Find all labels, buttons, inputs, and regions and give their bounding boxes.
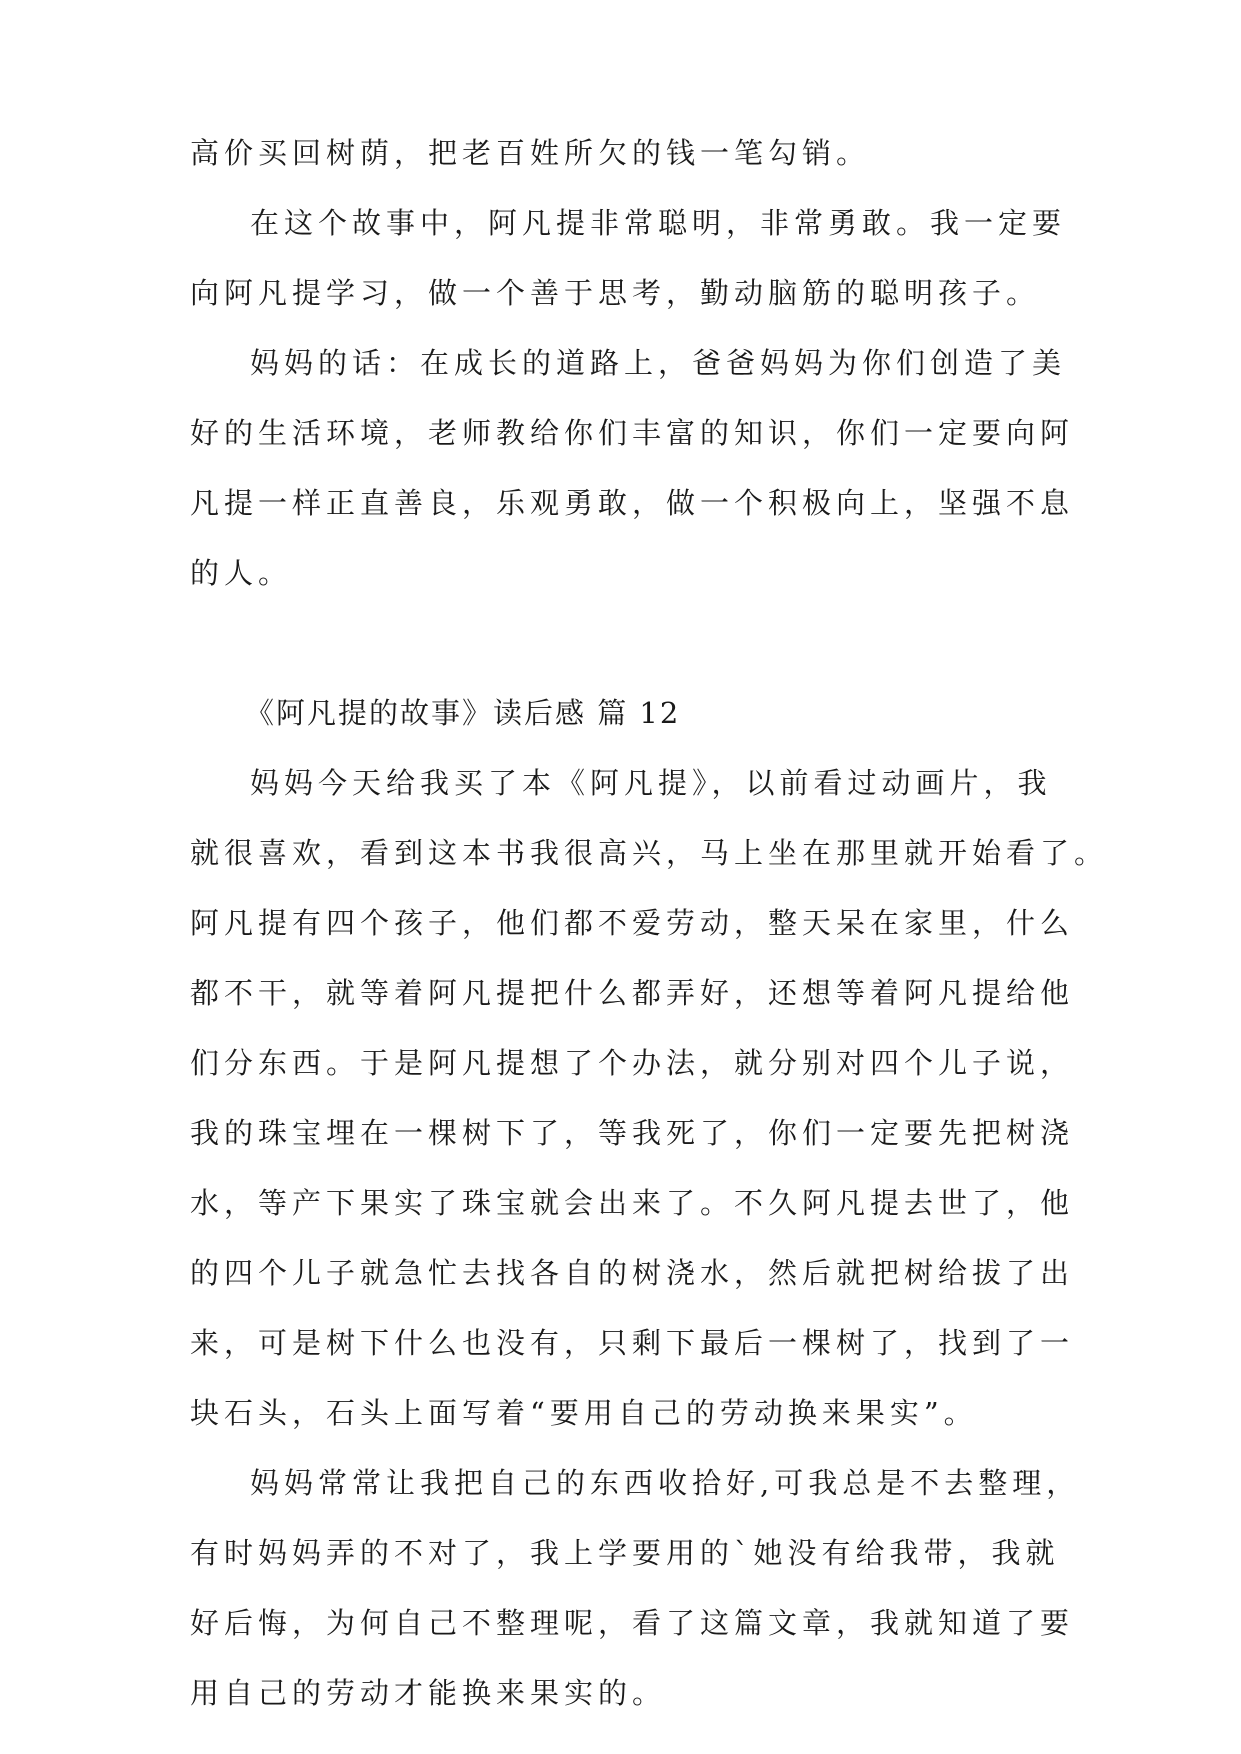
text-line-6: 凡提一样正直善良，乐观勇敢，做一个积极向上，坚强不息 (190, 486, 1075, 520)
text-line-9: 妈妈今天给我买了本《阿凡提》，以前看过动画片，我 (250, 766, 1052, 800)
text-line-10: 就很喜欢，看到这本书我很高兴，马上坐在那里就开始看了。 (190, 836, 1109, 870)
text-line-15: 水，等产下果实了珠宝就会出来了。不久阿凡提去世了，他 (190, 1186, 1075, 1220)
text-line-4: 妈妈的话：在成长的道路上，爸爸妈妈为你们创造了美 (250, 346, 1067, 380)
text-line-11: 阿凡提有四个孩子，他们都不爱劳动，整天呆在家里，什么 (190, 906, 1075, 940)
text-line-12: 都不干，就等着阿凡提把什么都弄好，还想等着阿凡提给他 (190, 976, 1075, 1010)
text-line-3: 向阿凡提学习，做一个善于思考，勤动脑筋的聪明孩子。 (190, 276, 1041, 310)
section-heading: 《阿凡提的故事》读后感 篇 12 (245, 696, 681, 730)
text-line-20: 有时妈妈弄的不对了，我上学要用的`她没有给我带，我就 (190, 1536, 1060, 1570)
text-line-19: 妈妈常常让我把自己的东西收拾好,可我总是不去整理， (250, 1466, 1081, 1500)
text-line-13: 们分东西。于是阿凡提想了个办法，就分别对四个儿子说， (190, 1046, 1075, 1080)
text-line-5: 好的生活环境，老师教给你们丰富的知识，你们一定要向阿 (190, 416, 1075, 450)
text-line-17: 来，可是树下什么也没有，只剩下最后一棵树了，找到了一 (190, 1326, 1075, 1360)
text-line-1: 高价买回树荫，把老百姓所欠的钱一笔勾销。 (190, 136, 871, 170)
text-line-18: 块石头，石头上面写着“要用自己的劳动换来果实”。 (190, 1396, 978, 1430)
text-line-21: 好后悔，为何自己不整理呢，看了这篇文章，我就知道了要 (190, 1606, 1075, 1640)
text-line-22: 用自己的劳动才能换来果实的。 (190, 1676, 667, 1710)
text-line-7: 的人。 (190, 556, 293, 590)
text-line-14: 我的珠宝埋在一棵树下了，等我死了，你们一定要先把树浇 (190, 1116, 1075, 1150)
text-line-16: 的四个儿子就急忙去找各自的树浇水，然后就把树给拔了出 (190, 1256, 1075, 1290)
text-line-2: 在这个故事中，阿凡提非常聪明，非常勇敢。我一定要 (250, 206, 1067, 240)
